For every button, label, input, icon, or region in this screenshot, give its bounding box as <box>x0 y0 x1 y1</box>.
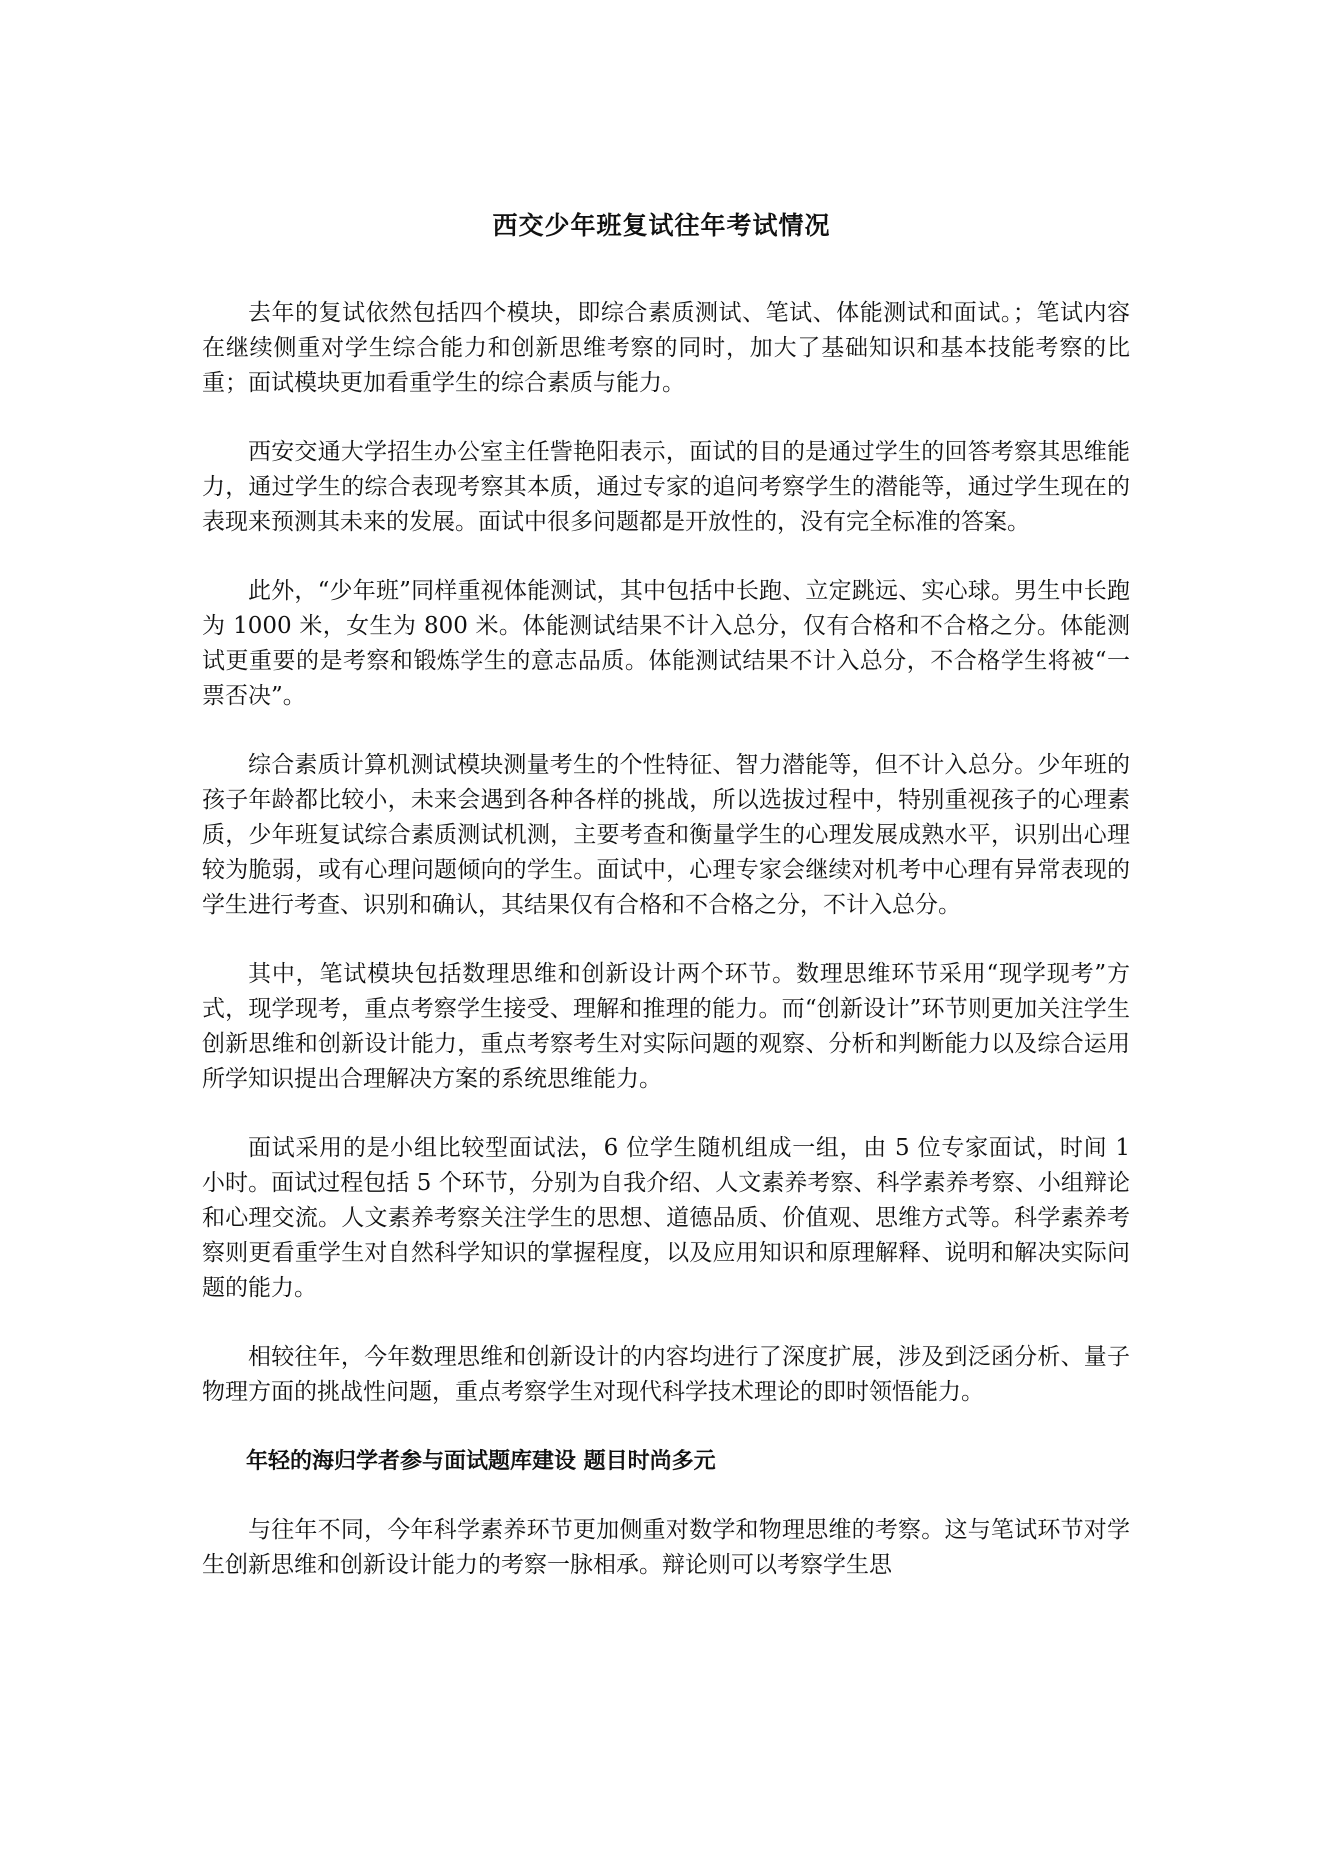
paragraph-group-interview: 面试采用的是小组比较型面试法，6 位学生随机组成一组，由 5 位专家面试，时间 1 小时。面试过程包括 5 个环节，分别为自我介绍、人文素养考察、科学素养考察、小组辩论和心理交流。人文素养考察关注学生的思想、道德品质、价值观、思维方式等。科学素养考察则更看重学生对自然科学知识的掌握程度，以及应用知识和原理解释、说明和解决实际问题的能力。 <box>202 1135 1130 1301</box>
document-title: 西交少年班复试往年考试情况 <box>492 211 831 240</box>
paragraph-science-literacy: 与往年不同，今年科学素养环节更加侧重对数学和物理思维的考察。这与笔试环节对学生创新思维和创新设计能力的考察一脉相承。辩论则可以考察学生思 <box>202 1517 1130 1578</box>
paragraph-content-expansion: 相较往年，今年数理思维和创新设计的内容均进行了深度扩展，涉及到泛函分析、量子物理方面的挑战性问题，重点考察学生对现代科学技术理论的即时领悟能力。 <box>202 1344 1130 1405</box>
document-body <box>202 296 1130 1617</box>
paragraph-computer-test: 综合素质计算机测试模块测量考生的个性特征、智力潜能等，但不计入总分。少年班的孩子年龄都比较小，未来会遇到各种各样的挑战，所以选拔过程中，特别重视孩子的心理素质，少年班复试综合素质测试机测，主要考查和衡量学生的心理发展成熟水平，识别出心理较为脆弱，或有心理问题倾向的学生。面试中，心理专家会继续对机考中心理有异常表现的学生进行考查、识别和确认，其结果仅有合格和不合格之分，不计入总分。 <box>202 752 1130 918</box>
paragraph-written-test: 其中，笔试模块包括数理思维和创新设计两个环节。数理思维环节采用“现学现考”方式，现学现考，重点考察学生接受、理解和推理的能力。而“创新设计”环节则更加关注学生创新思维和创新设计能力，重点考察考生对实际问题的观察、分析和判断能力以及综合运用所学知识提出合理解决方案的系统思维能力。 <box>202 961 1130 1092</box>
section-subheading: 年轻的海归学者参与面试题库建设 题目时尚多元 <box>246 1449 716 1474</box>
paragraph-interview-purpose: 西安交通大学招生办公室主任訾艳阳表示，面试的目的是通过学生的回答考察其思维能力，通过学生的综合表现考察其本质，通过专家的追问考察学生的潜能等，通过学生现在的表现来预测其未来的发展。面试中很多问题都是开放性的，没有完全标准的答案。 <box>202 439 1130 535</box>
paragraph-fitness-test: 此外，“少年班”同样重视体能测试，其中包括中长跑、立定跳远、实心球。男生中长跑为 1000 米，女生为 800 米。体能测试结果不计入总分，仅有合格和不合格之分。体能测试更重要的是考察和锻炼学生的意志品质。体能测试结果不计入总分，不合格学生将被“一票否决”。 <box>202 578 1130 709</box>
paragraph-modules: 去年的复试依然包括四个模块，即综合素质测试、笔试、体能测试和面试。；笔试内容在继续侧重对学生综合能力和创新思维考察的同时，加大了基础知识和基本技能考察的比重；面试模块更加看重学生的综合素质与能力。 <box>202 300 1130 396</box>
